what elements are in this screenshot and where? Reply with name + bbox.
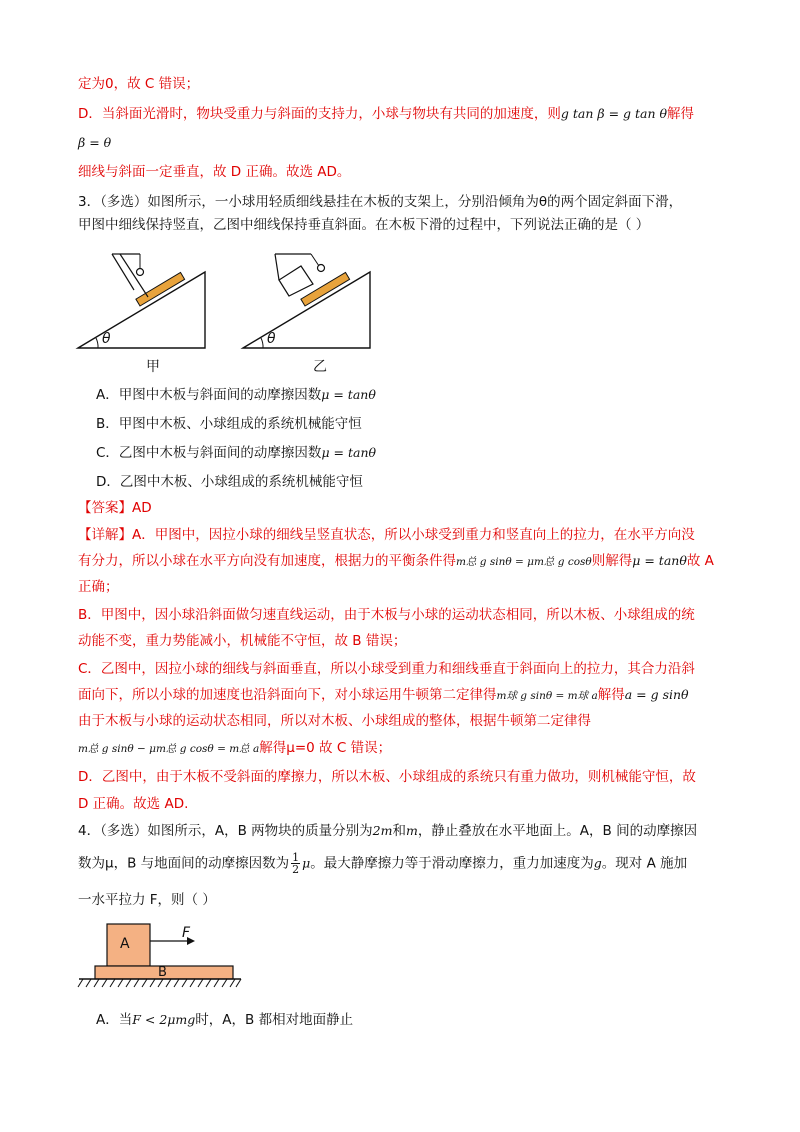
equation: a = g sinθ bbox=[624, 687, 689, 702]
equation: μ = tanθ bbox=[632, 553, 687, 568]
q3-exp-3: 正确； bbox=[78, 579, 119, 595]
q3-stem-2: 甲图中细线保持竖直，乙图中细线保持垂直斜面。在木板下滑的过程中，下列说法正确的是（ ） bbox=[78, 217, 650, 233]
q4-option-a-post: 时，A，B 都相对地面静止 bbox=[195, 1012, 354, 1028]
q3-stem-1: 3．（多选）如图所示，一小球用轻质细线悬挂在木板的支架上，分别沿倾角为θ的两个固定斜面下滑， bbox=[78, 194, 683, 210]
prev-line-1: 定为0，故 C 错误； bbox=[78, 76, 200, 92]
block-a-label: A bbox=[120, 936, 130, 952]
prev-line-2-text: D．当斜面光滑时，物块受重力与斜面的支持力，小球与物块有共同的加速度，则 bbox=[78, 106, 561, 122]
q3-exp-1: 【详解】A．甲图中，因拉小球的细线呈竖直状态，所以小球受到重力和竖直向上的拉力，在水平方向没 bbox=[78, 527, 695, 543]
figure-label-yi: 乙 bbox=[313, 359, 327, 375]
equation: m总 g sinθ = μm总 g cosθ bbox=[456, 556, 592, 568]
q4-stem-1-text: 4．（多选）如图所示，A，B 两物块的质量分别为 bbox=[78, 823, 373, 839]
q3-option-c-text: C．乙图中木板与斜面间的动摩擦因数 bbox=[96, 445, 322, 461]
q3-exp-5: 动能不变，重力势能减小，机械能不守恒，故 B 错误； bbox=[78, 633, 407, 649]
figure-label-jia: 甲 bbox=[146, 359, 160, 375]
support-left-post bbox=[120, 254, 148, 297]
fraction-numerator: 1 bbox=[292, 851, 300, 864]
q4-option-a-pre: A．当 bbox=[96, 1012, 133, 1028]
q3-option-b: B．甲图中木板、小球组成的系统机械能守恒 bbox=[96, 416, 362, 432]
q3-exp-7-mid: 解得 bbox=[597, 687, 625, 703]
q3-exp-2-post: 故 A bbox=[686, 553, 714, 569]
figure-blocks bbox=[75, 922, 245, 994]
q4-stem-2-text: 数为μ，B 与地面间的动摩擦因数为 bbox=[78, 855, 290, 872]
ground-hatching bbox=[78, 979, 241, 987]
q3-option-d: D．乙图中木板、小球组成的系统机械能守恒 bbox=[96, 474, 363, 490]
equation: g tan β = g tan θ bbox=[560, 106, 668, 121]
incline-right bbox=[243, 272, 370, 348]
prev-line-3: β = θ bbox=[78, 135, 112, 150]
q4-stem-2-post: 。最大静摩擦力等于滑动摩擦力，重力加速度为 bbox=[310, 855, 594, 872]
equation: μ = tanθ bbox=[321, 387, 376, 402]
q4-stem-1-post: ，静止叠放在水平地面上。A，B 间的动摩擦因 bbox=[417, 823, 698, 839]
equation: F < 2μmg bbox=[132, 1012, 196, 1027]
q4-stem-3: 一水平拉力 F，则（ ） bbox=[78, 892, 216, 908]
equation: μ = tanθ bbox=[321, 445, 377, 460]
figure-left-incline bbox=[78, 252, 218, 352]
string-right bbox=[311, 254, 319, 266]
q3-exp-2 bbox=[78, 551, 714, 572]
force-label: F bbox=[182, 925, 191, 941]
angle-label-left: θ bbox=[102, 331, 111, 347]
q3-exp-4: B．甲图中，因小球沿斜面做匀速直线运动，由于木板与小球的运动状态相同，所以木板、小球组成的统 bbox=[78, 607, 695, 623]
equation: m bbox=[405, 823, 418, 838]
equation: m总 g sinθ − μm总 g cosθ = m总 a bbox=[78, 743, 260, 755]
fraction-half bbox=[291, 852, 300, 875]
q3-exp-6: C．乙图中，因拉小球的细线与斜面垂直，所以小球受到重力和细线垂直于斜面向上的拉力，其合力沿斜 bbox=[78, 661, 695, 677]
ball-right bbox=[318, 265, 325, 272]
q3-exp-8: 由于木板与小球的运动状态相同，所以对木板、小球组成的整体，根据牛顿第二定律得 bbox=[78, 713, 591, 729]
prev-line-4: 细线与斜面一定垂直，故 D 正确。故选 AD。 bbox=[78, 164, 351, 180]
prev-line-2-post: 解得 bbox=[667, 106, 695, 122]
support-right-frame bbox=[279, 266, 313, 296]
ball-left bbox=[137, 269, 144, 276]
equation: μ bbox=[302, 855, 311, 871]
figure-right-incline bbox=[243, 252, 383, 352]
q3-exp-10: D．乙图中，由于木板不受斜面的摩擦力，所以木板、小球组成的系统只有重力做功，则机械能守恒，故 bbox=[78, 769, 696, 785]
q3-exp-7-text: 面向下，所以小球的加速度也沿斜面向下，对小球运用牛顿第二定律得 bbox=[78, 687, 497, 703]
q4-stem-1-mid: 和 bbox=[392, 823, 406, 839]
q3-exp-11: D 正确。故选 AD. bbox=[78, 796, 189, 812]
q3-answer: 【答案】AD bbox=[78, 500, 152, 516]
q3-option-a-text: A．甲图中木板与斜面间的动摩擦因数 bbox=[96, 387, 322, 403]
equation: m球 g sinθ = m球 a bbox=[496, 690, 598, 702]
prev-line-2 bbox=[78, 104, 694, 124]
q3-exp-7 bbox=[78, 685, 689, 706]
q3-exp-2-mid: 则解得 bbox=[591, 553, 633, 569]
q3-exp-9 bbox=[78, 738, 391, 759]
q4-option-a bbox=[96, 1010, 353, 1030]
q4-stem-1 bbox=[78, 821, 697, 841]
angle-label-right: θ bbox=[267, 331, 276, 347]
q3-option-a bbox=[96, 385, 376, 405]
block-b-label: B bbox=[158, 965, 167, 980]
q3-exp-2-text: 有分力，所以小球在水平方向没有加速度，根据力的平衡条件得 bbox=[78, 553, 456, 569]
equation: g bbox=[593, 855, 602, 871]
fraction-denominator: 2 bbox=[292, 863, 300, 876]
q4-stem-2-end: 。现对 A 施加 bbox=[601, 855, 688, 872]
q3-exp-9-post: 解得μ=0 故 C 错误； bbox=[259, 740, 392, 756]
incline-left bbox=[78, 272, 205, 348]
equation: 2m bbox=[372, 823, 393, 838]
q4-stem-2 bbox=[78, 852, 687, 875]
q3-option-c bbox=[96, 443, 376, 463]
